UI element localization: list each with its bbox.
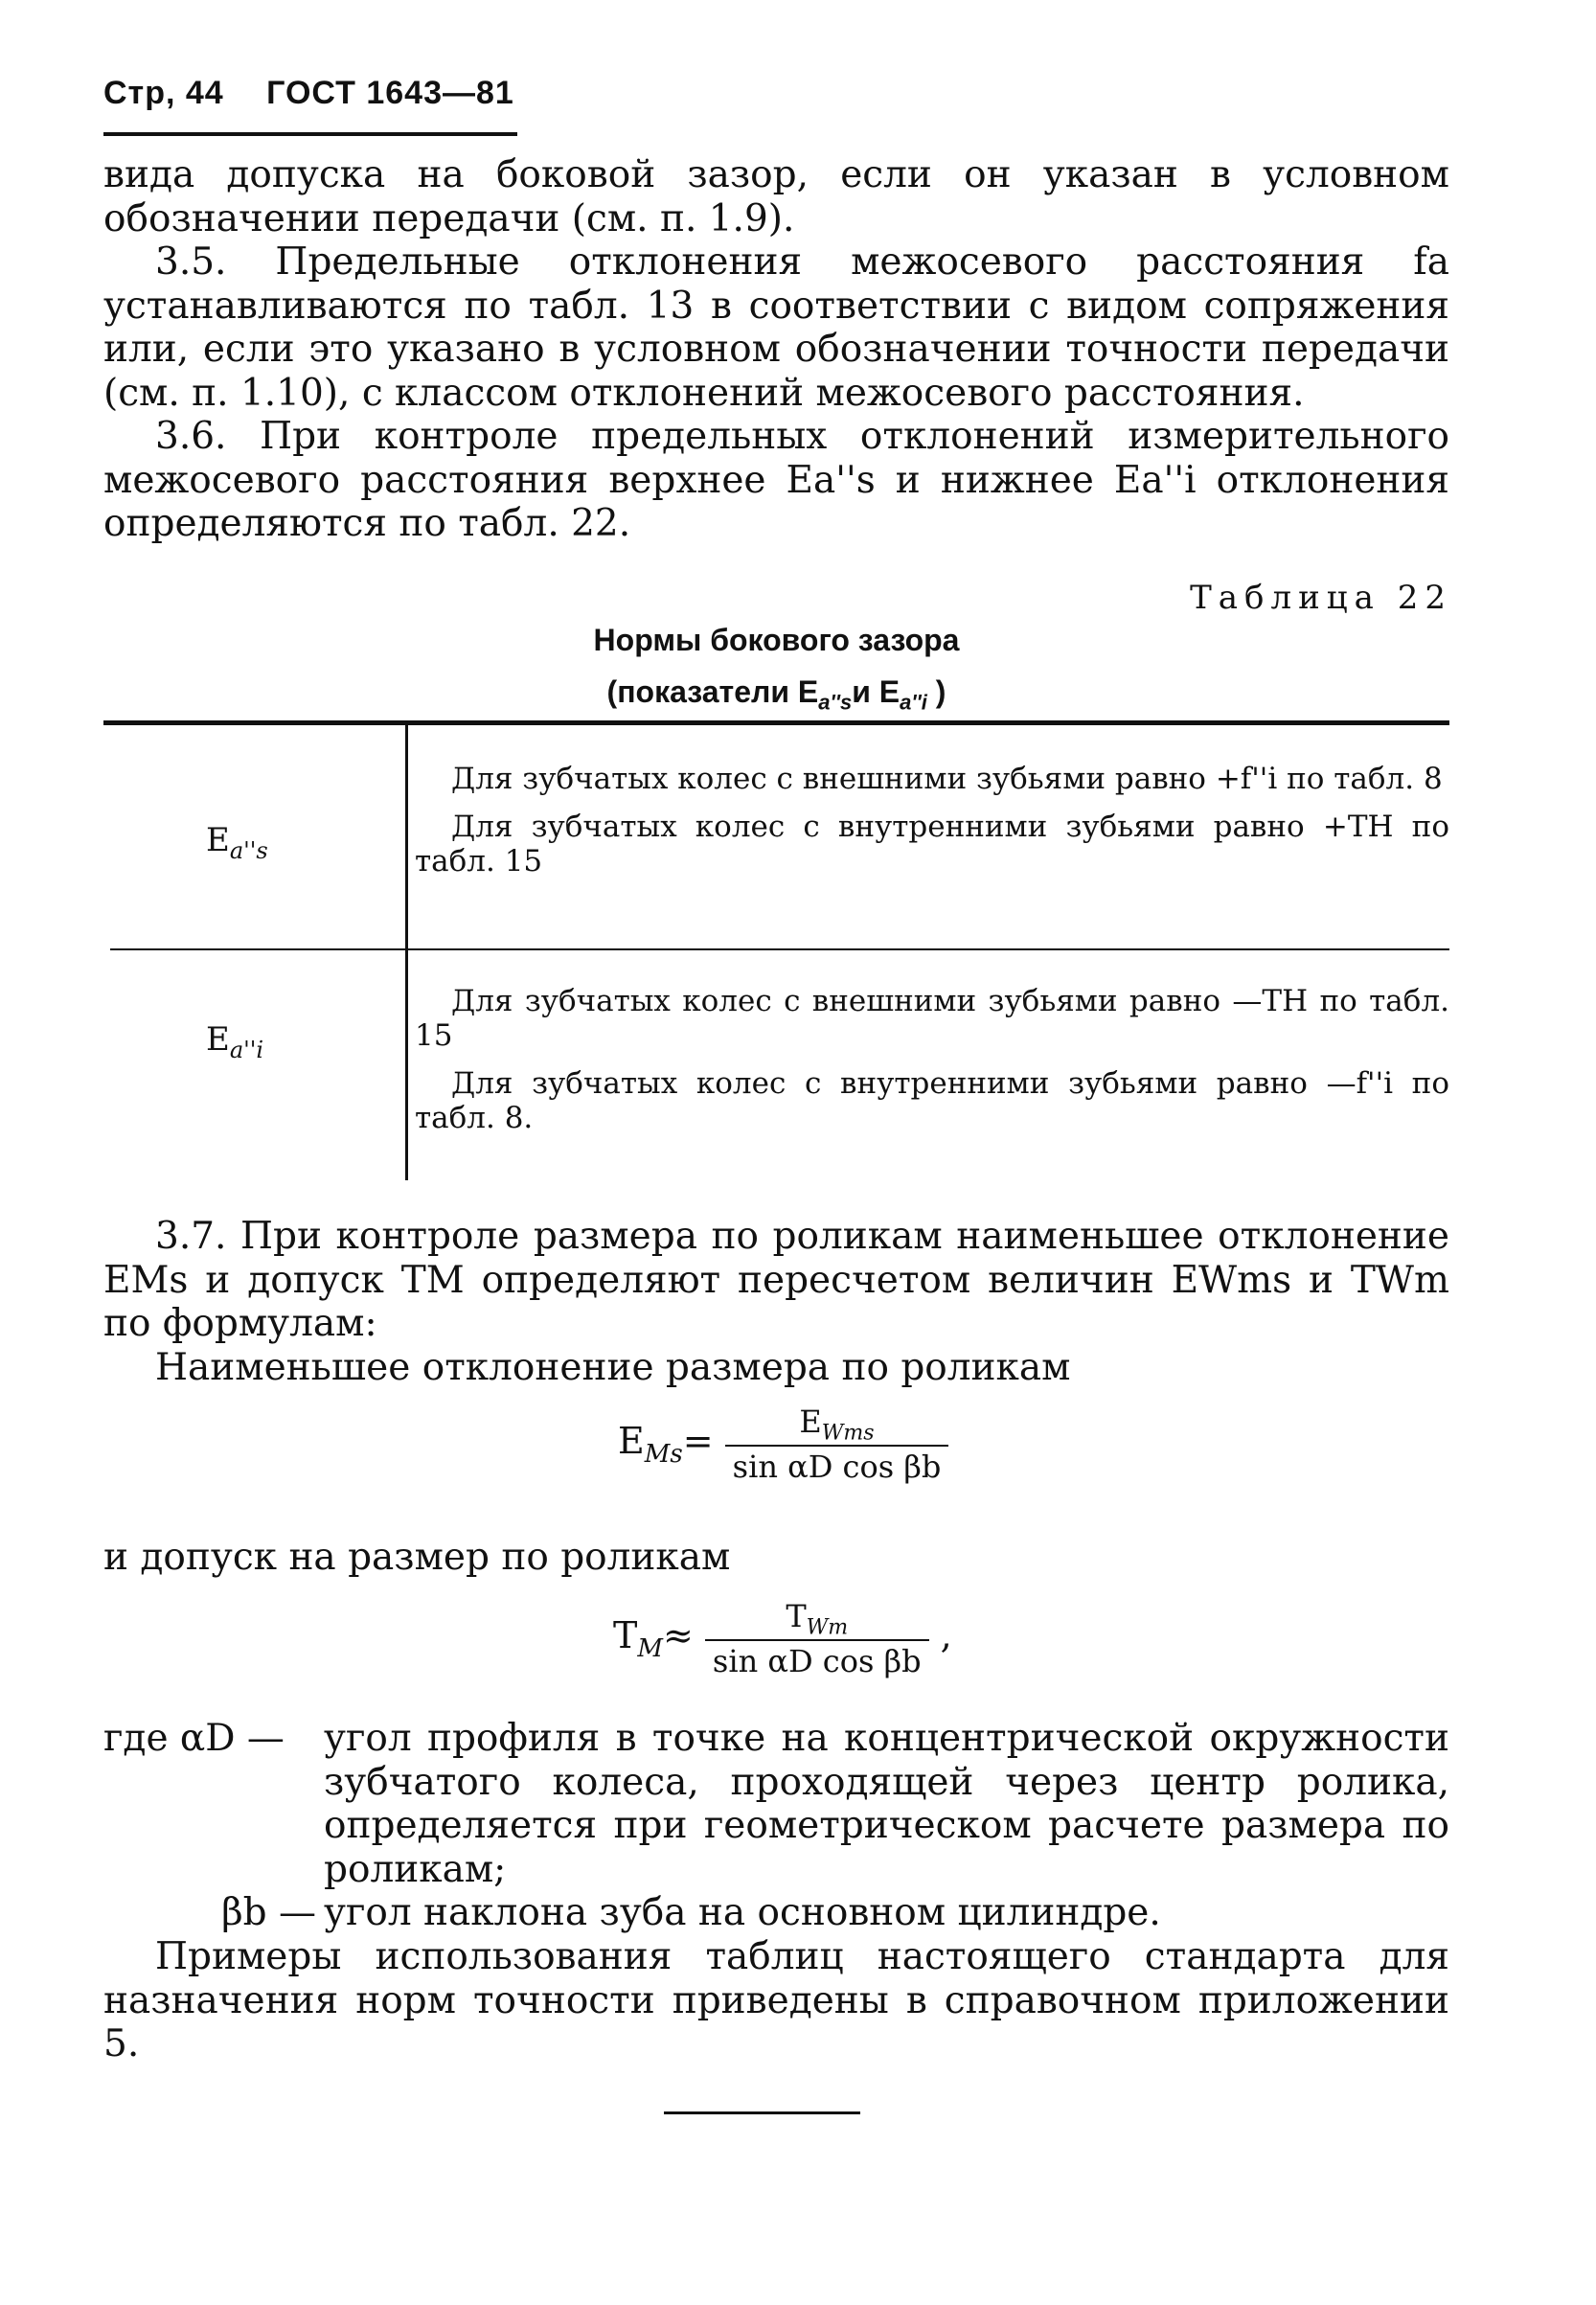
formula-min-deviation: $E_{Ms}=$ $\frac{E_{Wms}}{\text{sin αD cos βb}}$ [618, 1404, 948, 1485]
table-cell-line: Для зубчатых колес с внешними зубьями равно +f''i по табл. 8 [451, 762, 1443, 796]
table-cell-line: Для зубчатых колес с внутренними зубьями равно —f''i по табл. 8. [415, 1066, 1449, 1135]
table-row-symbol: $E_{a''s}$ [206, 821, 268, 864]
definition-item: где αD — угол профиля в точке на концентрической окружности зубчатого колеса, проходящей через центр ролика, определяется при геометрическом расчете размера по роликам; [103, 1717, 1449, 1891]
paragraph-3-7: 3.7. При контроле размера по роликам наименьшее отклонение EMs и допуск TM определяют пересчетом величин EWms и TWm по формулам: [103, 1215, 1449, 1345]
definitions-list [103, 1717, 1449, 1935]
definition-item: βb — угол наклона зуба на основном цилиндре. [221, 1891, 1161, 1934]
table-title: Нормы бокового зазора [593, 623, 960, 657]
end-rule [664, 2111, 860, 2114]
table-top-rule [103, 720, 1449, 725]
table-column-divider [405, 725, 408, 1180]
closing-paragraph: Примеры использования таблиц настоящего стандарта для назначения норм точности приведены в справочном приложении 5. [103, 1935, 1449, 2065]
table-cell-line: Для зубчатых колес с внутренними зубьями равно +TH по табл. 15 [415, 810, 1449, 879]
formula-fraction: $\frac{T_{Wm}}{\text{sin αD cos βb}}$ [705, 1598, 929, 1679]
header-rule [103, 132, 517, 136]
page-header [103, 75, 514, 112]
formula-fraction: $\frac{E_{Wms}}{\text{sin αD cos βb}}$ [725, 1404, 949, 1485]
formula-tolerance: $T_M\approx$ $\frac{T_{Wm}}{\text{sin αD cos βb}}$ , [613, 1598, 952, 1680]
table-row-symbol: $E_{a''i}$ [206, 1020, 264, 1063]
table-cell-line: Для зубчатых колес с внешними зубьями равно —TH по табл. 15 [415, 984, 1449, 1053]
table-subtitle: (показатели $E_{a''s}и$ $E_{a''i}$ ) [606, 674, 946, 715]
standard-number: ГОСТ 1643—81 [266, 75, 514, 111]
table-row-text [415, 762, 1449, 879]
table-row-divider [110, 948, 1449, 950]
formula-1-intro: Наименьшее отклонение размера по роликам [155, 1346, 1071, 1389]
table-row-text [415, 984, 1449, 1135]
formula-2-intro: и допуск на размер по роликам [103, 1536, 731, 1579]
paragraph-3-5: 3.5. Предельные отклонения межосевого расстояния fa устанавливаются по табл. 13 в соответствии с видом сопряжения или, если это указано в условном обозначении точности передачи (см. п. 1.10), с классом отклонений межосевого расстояния. [103, 240, 1449, 415]
table-label: Таблица 22 [1190, 579, 1452, 617]
page-number: Стр, 44 [103, 75, 224, 111]
paragraph-3-6: 3.6. При контроле предельных отклонений измерительного межосевого расстояния верхнее Ea''s и нижнее Ea''i отклонения определяются по табл. 22. [103, 415, 1449, 545]
paragraph-continued: вида допуска на боковой зазор, если он указан в условном обозначении передачи (см. п. 1.9). [103, 153, 1449, 240]
